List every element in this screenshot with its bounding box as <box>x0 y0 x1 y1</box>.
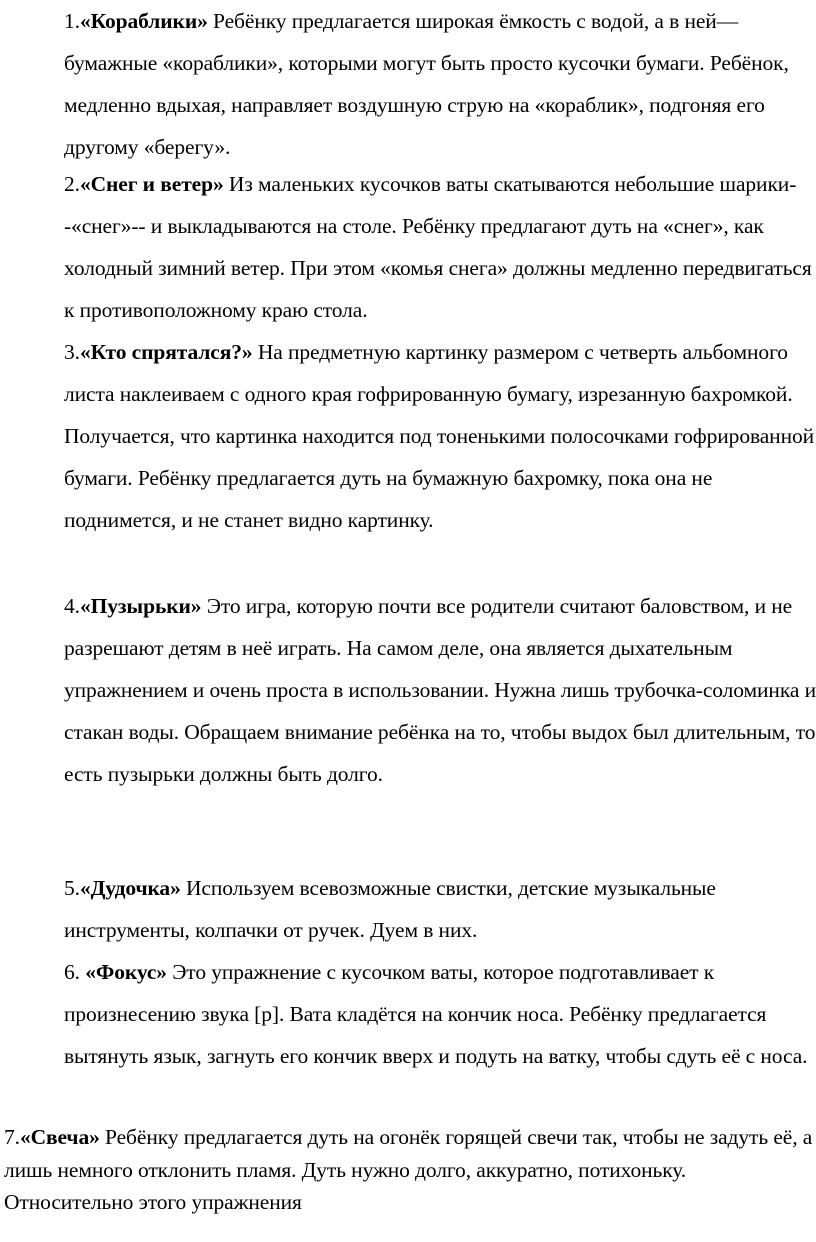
exercise-item <box>64 163 816 331</box>
exercise-title: «Пузырьки» <box>79 594 202 618</box>
exercise-item <box>64 331 816 541</box>
exercise-item <box>64 585 816 795</box>
exercise-text: На предметную картинку размером с четверть альбомного листа наклеиваем с одного края гофрированную бумагу, изрезанную бахромкой. Получается, что картинка находится под тоненькими полосочками гофрированной бумаги. Ребёнку предлагается дуть на бумажную бахромку, пока она не поднимется, и не станет видно картинку. <box>64 340 815 532</box>
exercise-number: 1. <box>64 9 80 33</box>
exercise-title: «Дудочка» <box>79 876 181 900</box>
exercise-number: 5. <box>64 876 80 900</box>
exercise-title: «Снег и ветер» <box>79 172 224 196</box>
exercise-title: «Фокус» <box>85 960 167 984</box>
exercise-item <box>64 0 816 168</box>
exercise-text: Из маленьких кусочков ваты скатываются небольшие шарики--«снег»-- и выкладываются на столе. Ребёнку предлагают дуть на «снег», как холодный зимний ветер. При этом «комья снега» должны медленно передвигаться к противоположному краю стола. <box>64 172 812 322</box>
exercise-title: «Свеча» <box>19 1125 100 1149</box>
exercise-text: Это упражнение с кусочком ваты, которое подготавливает к произнесению звука [р]. Вата кладётся на кончик носа. Ребёнку предлагается вытянуть язык, загнуть его кончик вверх и подуть на ватку, чтобы сдуть её с носа. <box>64 960 808 1068</box>
exercise-item <box>64 951 816 1077</box>
exercise-number: 3. <box>64 340 80 364</box>
exercise-item <box>64 867 816 951</box>
exercise-item <box>4 1121 814 1219</box>
exercise-number: 6. <box>64 960 86 984</box>
exercise-text: Ребёнку предлагается дуть на огонёк горящей свечи так, чтобы не задуть её, а лишь немного отклонить пламя. Дуть нужно долго, аккуратно, потихоньку. Относительно этого упражнения <box>4 1125 813 1214</box>
exercise-number: 2. <box>64 172 80 196</box>
exercise-title: «Кто спрятался?» <box>79 340 253 364</box>
exercise-number: 7. <box>4 1125 20 1149</box>
exercise-text: Ребёнку предлагается широкая ёмкость с водой, а в ней—бумажные «кораблики», которыми могут быть просто кусочки бумаги. Ребёнок, медленно вдыхая, направляет воздушную струю на «кораблик», подгоняя его другому «берегу». <box>64 9 789 159</box>
exercise-number: 4. <box>64 594 80 618</box>
exercise-text: Используем всевозможные свистки, детские музыкальные инструменты, колпачки от ручек. Дуем в них. <box>64 876 716 942</box>
exercise-title: «Кораблики» <box>79 9 208 33</box>
exercise-text: Это игра, которую почти все родители считают баловством, и не разрешают детям в неё играть. На самом деле, она является дыхательным упражнением и очень проста в использовании. Нужна лишь трубочка-соломинка и стакан воды. Обращаем внимание ребёнка на то, чтобы выдох был длительным, то есть пузырьки должны быть долго. <box>64 594 816 786</box>
